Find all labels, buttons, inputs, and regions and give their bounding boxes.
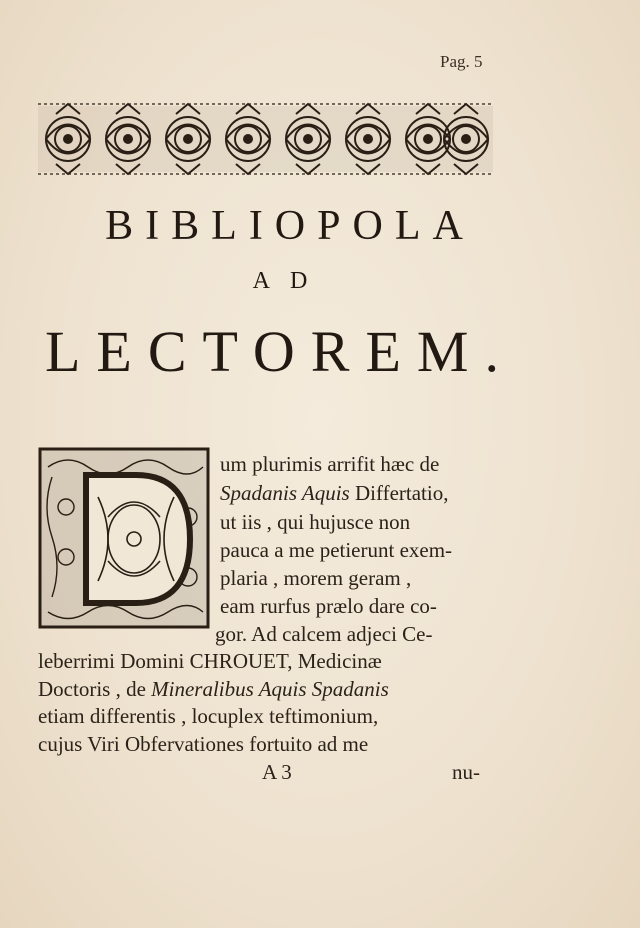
text-fragment: Doctoris , de — [38, 677, 146, 701]
text-line-7: gor. Ad calcem adjeci Ce- — [215, 622, 433, 646]
text-line-9 — [38, 677, 389, 702]
text-line-4: pauca a me petierunt exem- — [220, 538, 453, 562]
text-line-6: eam rurfus prælo dare co- — [220, 594, 437, 618]
text-fragment: Differtatio, — [354, 481, 449, 505]
title-line-1: BIBLIOPOLA — [105, 203, 475, 249]
decorated-initial — [38, 447, 210, 629]
italic-phrase: Spadanis Aquis — [220, 481, 350, 505]
text-line-5: plaria , morem geram , — [220, 566, 412, 590]
title-line-2: AD — [252, 268, 328, 294]
text-line-3: ut iis , qui hujusce non — [220, 510, 411, 534]
text-line-11: cujus Viri Obfervationes fortuito ad me — [38, 732, 369, 756]
italic-phrase: Mineralibus Aquis Spadanis — [151, 677, 389, 701]
text-line-8: leberrimi Domini CHROUET, Medicinæ — [38, 649, 382, 673]
text-line-1: um plurimis arrifit hæc de — [220, 452, 440, 476]
catchword: nu- — [452, 760, 480, 784]
page-number: Pag. 5 — [440, 52, 483, 71]
text-line-10: etiam differentis , locuplex teftimonium, — [38, 704, 379, 728]
text-line-2 — [220, 481, 448, 506]
signature-mark: A 3 — [262, 760, 292, 784]
ornamental-headpiece — [38, 100, 493, 178]
title-line-3: LECTOREM. — [45, 319, 515, 384]
